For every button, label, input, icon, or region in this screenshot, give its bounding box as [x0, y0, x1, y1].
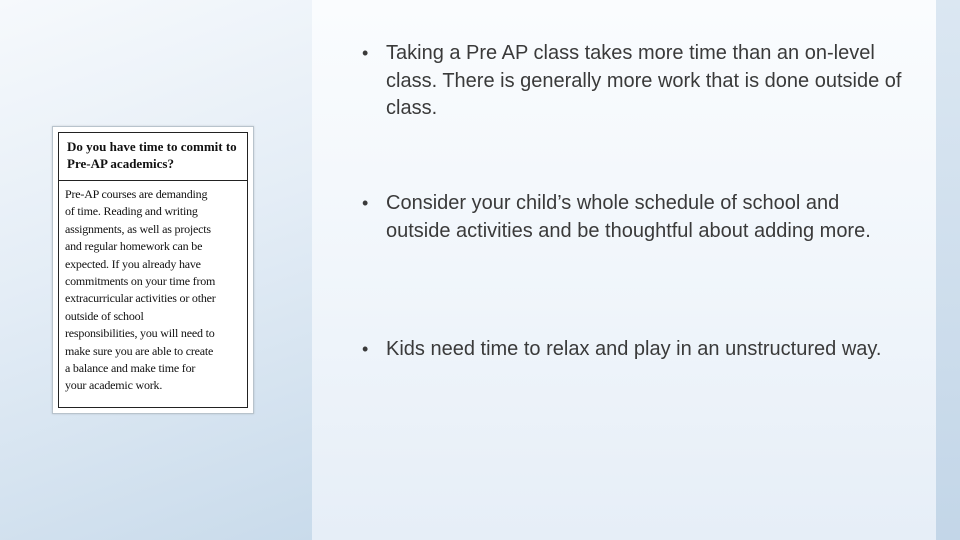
bullet-marker: • [362, 193, 369, 213]
scanned-card-title: Do you have time to commit to Pre-AP academics? [59, 133, 247, 181]
scanned-card-line: expected. If you already have [65, 256, 201, 271]
bullet-text: Taking a Pre AP class takes more time than an on-level class. There is generally more work that is done outside of class. [386, 42, 902, 119]
scanned-card-line: assignments, as well as projects [65, 221, 211, 236]
scanned-card-line: of time. Reading and writing [65, 204, 198, 219]
scanned-card-body [59, 181, 247, 395]
scanned-card-line: a balance and make time for [65, 361, 196, 376]
scanned-card-line: make sure you are able to create [65, 343, 214, 358]
bullet-item-relax-play [362, 336, 881, 364]
bullet-text: Kids need time to relax and play in an unstructured way. [386, 338, 882, 360]
bullet-item-time-commitment [362, 40, 902, 123]
bullet-marker: • [362, 339, 369, 359]
slide-background-right-edge [936, 0, 960, 540]
scanned-card-line: and regular homework can be [65, 239, 203, 254]
bullet-item-whole-schedule [362, 190, 902, 245]
scanned-card-image [52, 126, 254, 414]
scanned-card-line: your academic work. [65, 378, 163, 393]
scanned-card-line: outside of school [65, 308, 144, 323]
scanned-card-line: Pre-AP courses are demanding [65, 187, 208, 201]
bullet-text: Consider your child’s whole schedule of school and outside activities and be thoughtful about adding more. [386, 192, 871, 242]
scanned-card-line: commitments on your time from [65, 274, 216, 289]
scanned-card-line: extracurricular activities or other [65, 291, 216, 306]
scanned-card-border [58, 132, 248, 408]
bullet-marker: • [362, 43, 369, 63]
scanned-card-line: responsibilities, you will need to [65, 326, 215, 341]
